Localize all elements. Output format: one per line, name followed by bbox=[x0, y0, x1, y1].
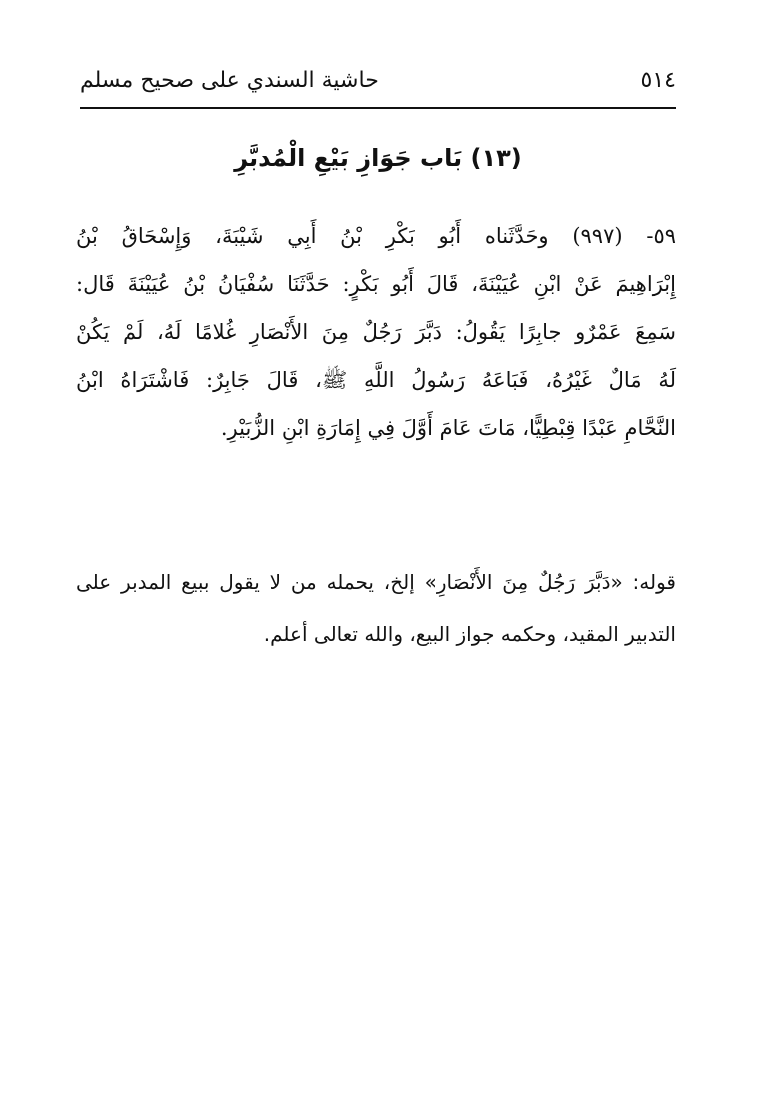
hadith-line: لَهُ مَالٌ غَيْرُهُ، فَبَاعَهُ رَسُولُ اللَّهِ ﷺ، قَالَ جَابِرٌ: فَاشْتَرَاهُ ابْنُ bbox=[76, 368, 676, 392]
hadith-line: النَّحَّامِ عَبْدًا قِبْطِيًّا، مَاتَ عَامَ أَوَّلَ فِي إِمَارَةِ ابْنِ الزُّبَيْرِ. bbox=[220, 416, 676, 440]
hadith-line: ٥٩- (٩٩٧) وحَدَّثَناه أَبُو بَكْرِ بْنُ أَبِي شَيْبَةَ، وَإِسْحَاقُ بْنُ bbox=[76, 224, 676, 248]
commentary-line: قوله: «دَبَّرَ رَجُلٌ مِنَ الأَنْصَارِ» إلخ، يحمله من لا يقول ببيع المدبر على bbox=[76, 570, 676, 594]
chapter-heading: (١٣) بَاب جَوَازِ بَيْعِ الْمُدبَّرِ bbox=[234, 144, 522, 172]
running-header bbox=[80, 66, 676, 106]
hadith-line: سَمِعَ عَمْرٌو جابِرًا يَقُولُ: دَبَّرَ رَجُلٌ مِنَ الأَنْصَارِ غُلامًا لَهُ، لَمْ يَكُنْ bbox=[76, 320, 676, 344]
header-divider bbox=[80, 107, 676, 109]
book-title: حاشية السندي على صحيح مسلم bbox=[80, 68, 379, 93]
commentary-text bbox=[76, 556, 676, 660]
commentary-line: التدبير المقيد، وحكمه جواز البيع، والله تعالى أعلم. bbox=[263, 622, 676, 646]
page-number: ٥١٤ bbox=[640, 68, 676, 93]
hadith-text bbox=[76, 212, 676, 452]
hadith-line: إِبْرَاهِيمَ عَنْ ابْنِ عُيَيْنَةَ، قَالَ أَبُو بَكْرٍ: حَدَّثَنَا سُفْيَانُ بْنُ عُيَيْنَةَ قَال: bbox=[76, 272, 676, 296]
